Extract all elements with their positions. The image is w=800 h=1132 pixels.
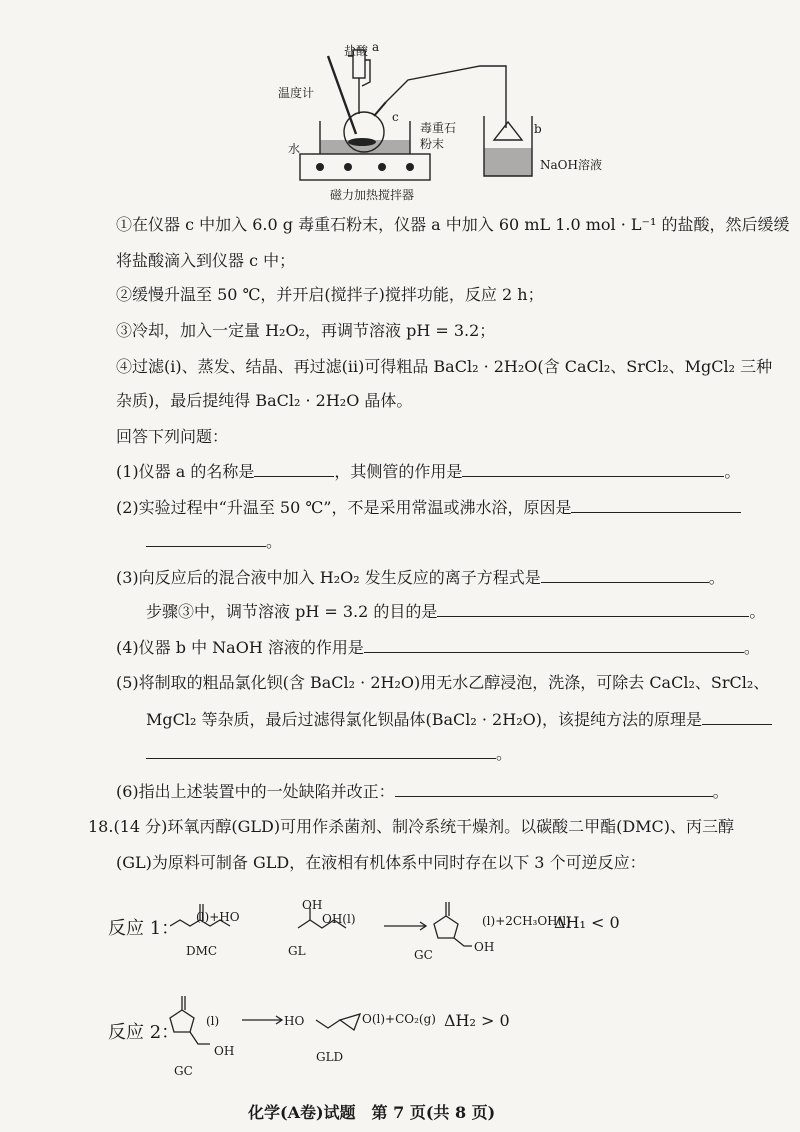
answer-blank-2b[interactable] [146, 530, 266, 547]
question-5-line-2 [146, 708, 772, 731]
question-4: (4)仪器 b 中 NaOH 溶液的作用是 。 [116, 638, 760, 657]
reaction-1-gc-oh: OH [474, 940, 495, 954]
answer-blank-3a[interactable] [541, 566, 709, 583]
question-2-cont: 。 [146, 530, 282, 553]
answer-blank-2a[interactable] [571, 496, 741, 513]
step-4-line-2: 杂质)，最后提纯得 BaCl₂ · 2H₂O 晶体。 [116, 391, 413, 410]
step-1-line-1: ①在仪器 c 中加入 6.0 g 毒重石粉末，仪器 a 中加入 60 mL 1.0 mol · L⁻¹ 的盐酸，然后缓缓 [116, 215, 790, 234]
question-3-b: 步骤③中，调节溶液 pH = 3.2 的目的是 。 [146, 602, 766, 621]
answer-blank-6[interactable] [395, 780, 713, 797]
question-18-line-2: (GL)为原料可制备 GLD，在液相有机体系中同时存在以下 3 个可逆反应： [116, 853, 646, 872]
label-hcl: 盐酸 [344, 44, 369, 58]
reaction-2-gc-oh: OH [214, 1044, 235, 1058]
label-water: 水 [288, 142, 301, 156]
inverted-funnel [494, 122, 522, 140]
label-a: a [372, 40, 380, 54]
question-3-b-text: 步骤③中，调节溶液 pH = 3.2 的目的是 [146, 602, 438, 621]
reaction-1-gl: GL [288, 944, 306, 958]
step-2: ②缓慢升温至 50 ℃，并开启(搅拌子)搅拌功能，反应 2 h； [116, 285, 544, 304]
question-6-text: (6)指出上述装置中的一处缺陷并改正： [116, 782, 395, 801]
reaction-1-plus-ho: (l)+HO [196, 910, 240, 924]
question-6: (6)指出上述装置中的一处缺陷并改正： 。 [116, 782, 729, 801]
question-5-line-1: (5)将制取的粗品氯化钡(含 BaCl₂ · 2H₂O)用无水乙醇浸泡，洗涤，可除去 CaCl₂、SrCl₂、 [116, 673, 770, 692]
question-3: (3)向反应后的混合液中加入 H₂O₂ 发生反应的离子方程式是 。 [116, 568, 725, 587]
step-1-line-2: 将盐酸滴入到仪器 c 中； [116, 251, 296, 270]
answer-blank-1a[interactable] [254, 460, 334, 477]
label-naoh: NaOH溶液 [540, 158, 602, 172]
reaction-2-l: (l) [206, 1014, 220, 1028]
question-1: (1)仪器 a 的名称是 ，其侧管的作用是 。 [116, 462, 741, 481]
thermometer [328, 56, 356, 134]
question-5-text: MgCl₂ 等杂质，最后过滤得氯化钡晶体(BaCl₂ · 2H₂O)，该提纯方法的原理是 [146, 710, 702, 729]
label-thermometer: 温度计 [278, 86, 315, 100]
question-5-cont: 。 [146, 742, 512, 765]
questions-intro: 回答下列问题： [116, 427, 229, 446]
answer-blank-1b[interactable] [462, 460, 724, 477]
reaction-2-delta-h: ΔH₂ > 0 [444, 1011, 510, 1030]
question-1-part-b: ，其侧管的作用是 [334, 462, 463, 481]
reaction-1-gl-oh2: OH(l) [322, 912, 356, 926]
reaction-1-products: (l)+2CH₃OH(l) [482, 914, 571, 928]
reaction-2-label: 反应 2： [108, 1022, 180, 1043]
reaction-2-products: O(l)+CO₂(g) [362, 1012, 436, 1026]
reaction-2-ho: HO [284, 1014, 305, 1028]
label-stirrer: 磁力加热搅拌器 [330, 188, 415, 202]
question-4-text: (4)仪器 b 中 NaOH 溶液的作用是 [116, 638, 364, 657]
reaction-1-gl-oh: OH [302, 898, 323, 912]
step-3: ③冷却，加入一定量 H₂O₂，再调节溶液 pH = 3.2； [116, 321, 496, 340]
question-2-text: (2)实验过程中“升温至 50 ℃”，不是采用常温或沸水浴，原因是 [116, 498, 572, 517]
reaction-1-structures [170, 890, 610, 970]
reaction-1-gc: GC [414, 948, 433, 962]
answer-blank-5b[interactable] [146, 742, 496, 759]
answer-blank-4[interactable] [364, 636, 744, 653]
reaction-1-dmc: DMC [186, 944, 218, 958]
reaction-2-gld: GLD [316, 1050, 344, 1064]
label-witherite: 毒重石粉末 [420, 121, 457, 151]
reaction-1-delta-h: ΔH₁ < 0 [554, 913, 620, 932]
answer-blank-5a[interactable] [702, 708, 772, 725]
label-c: c [392, 110, 399, 124]
label-b: b [534, 122, 542, 136]
page-footer: 化学(A卷)试题 第 7 页(共 8 页) [248, 1103, 496, 1122]
question-2 [116, 496, 741, 519]
question-18-line-1: 18.(14 分)环氧丙醇(GLD)可用作杀菌剂、制冷系统干燥剂。以碳酸二甲酯(DMC)、丙三醇 [88, 817, 735, 836]
question-1-part-a: (1)仪器 a 的名称是 [116, 462, 255, 481]
question-3-text: (3)向反应后的混合液中加入 H₂O₂ 发生反应的离子方程式是 [116, 568, 541, 587]
reaction-2-gc: GC [174, 1064, 193, 1078]
answer-blank-3b[interactable] [437, 600, 749, 617]
reaction-1-label: 反应 1： [108, 918, 180, 939]
step-4-line-1: ④过滤(ⅰ)、蒸发、结晶、再过滤(ⅱ)可得粗品 BaCl₂ · 2H₂O(含 CaCl₂、SrCl₂、MgCl₂ 三种 [116, 357, 773, 376]
